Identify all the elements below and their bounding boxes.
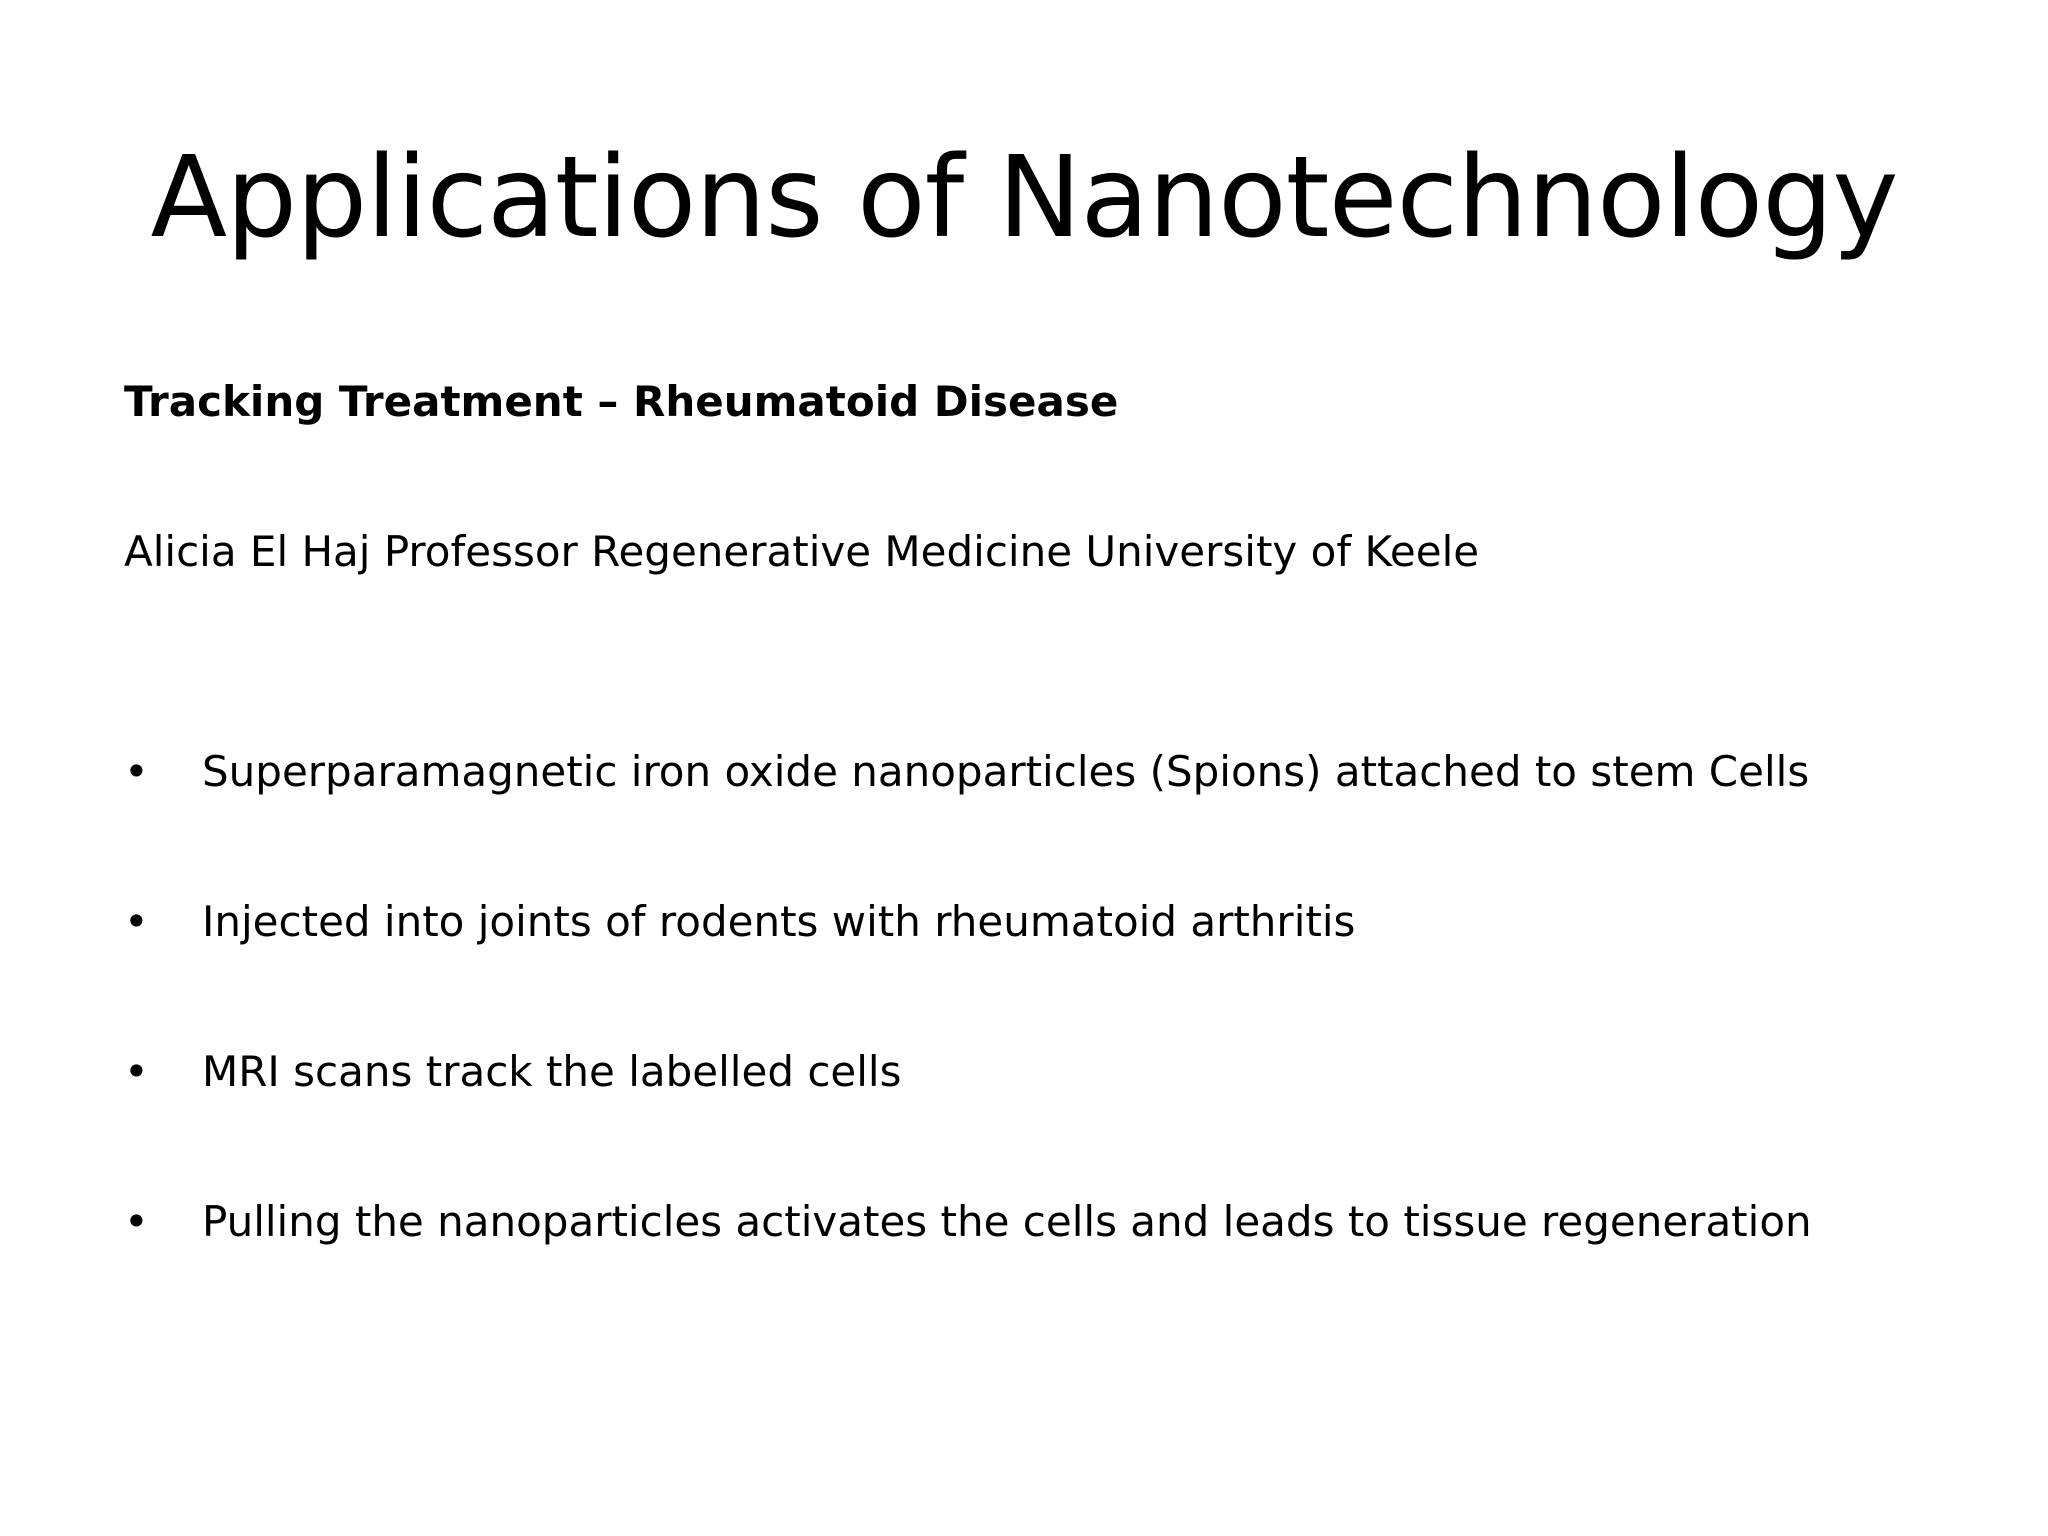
bullet-item [124,744,2004,894]
bullet-list [124,744,2004,1344]
bullet-text: MRI scans track the labelled cells [202,1047,902,1096]
author-line: Alicia El Haj Professor Regenerative Medicine University of Keele [124,527,1480,576]
slide-title: Applications of Nanotechnology [150,133,1898,263]
bullet-item [124,1194,2004,1344]
bullet-item [124,1044,2004,1194]
bullet-text: Pulling the nanoparticles activates the cells and leads to tissue regeneration [202,1197,1812,1246]
bullet-icon: • [124,897,149,946]
bullet-text: Superparamagnetic iron oxide nanoparticles (Spions) attached to stem Cells [202,747,1810,796]
slide-subheading: Tracking Treatment – Rheumatoid Disease [124,377,1119,426]
bullet-icon: • [124,1197,149,1246]
bullet-icon: • [124,747,149,796]
bullet-icon: • [124,1047,149,1096]
bullet-item [124,894,2004,1044]
bullet-text: Injected into joints of rodents with rheumatoid arthritis [202,897,1356,946]
